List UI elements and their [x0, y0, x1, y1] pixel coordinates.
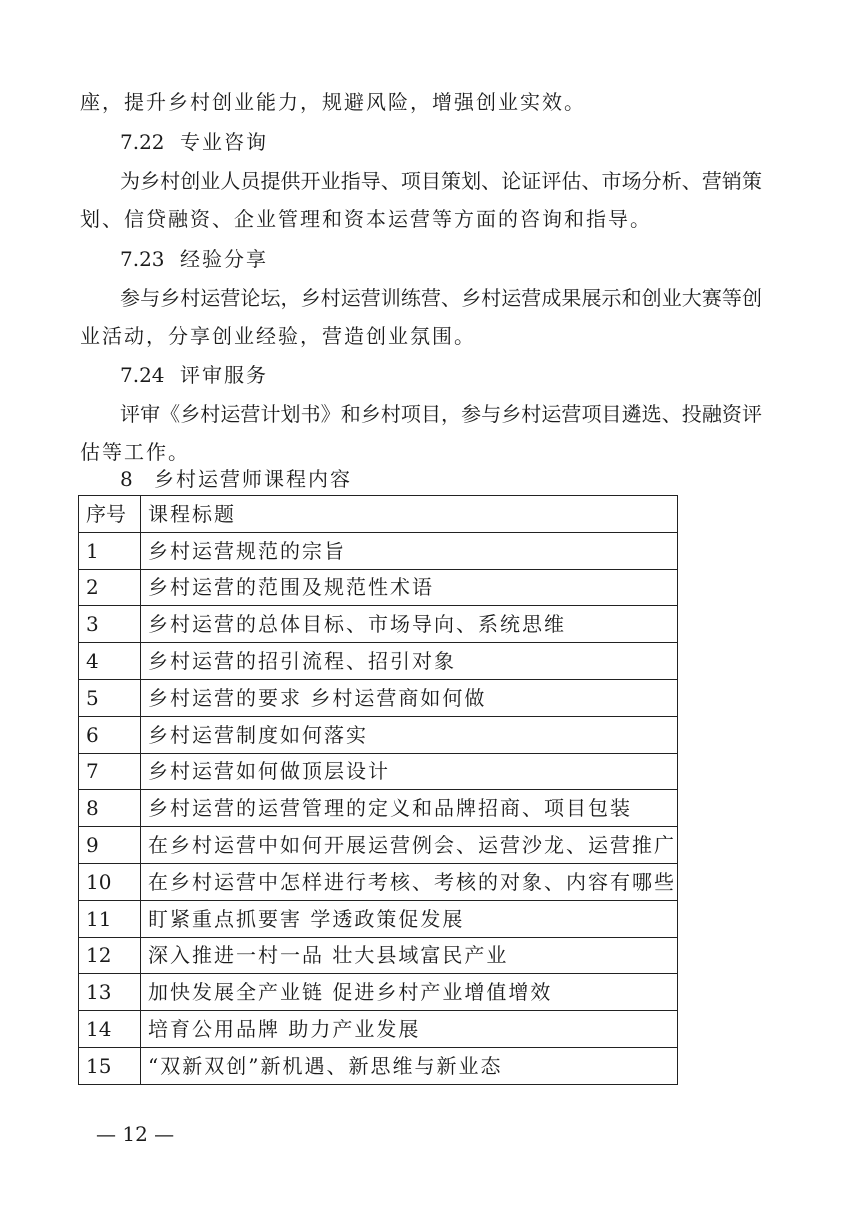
table-row: [79, 863, 678, 900]
row-title: 乡村运营的运营管理的定义和品牌招商、项目包装: [141, 790, 678, 827]
row-title: 乡村运营的要求 乡村运营商如何做: [141, 679, 678, 716]
row-number: 6: [79, 716, 141, 753]
section-heading-7-24: [120, 363, 268, 387]
table-row: [79, 974, 678, 1011]
section-title: 经验分享: [180, 247, 268, 271]
paragraph-line: 座，提升乡村创业能力，规避风险，增强创业实效。: [80, 90, 586, 114]
paragraph-line: 估等工作。: [80, 440, 190, 464]
row-number: 8: [79, 790, 141, 827]
section-number: 7.22: [120, 130, 165, 154]
row-number: 2: [79, 569, 141, 606]
course-table: [78, 495, 678, 1085]
row-title: “双新双创”新机遇、新思维与新业态: [141, 1047, 678, 1084]
row-title: 深入推进一村一品 壮大县域富民产业: [141, 937, 678, 974]
row-title: 乡村运营的总体目标、市场导向、系统思维: [141, 606, 678, 643]
section-heading-7-22: [120, 130, 268, 154]
header-cell-title: 课程标题: [141, 496, 678, 533]
table-row: [79, 679, 678, 716]
row-title: 在乡村运营中如何开展运营例会、运营沙龙、运营推广: [141, 827, 678, 864]
section-heading-7-23: [120, 247, 268, 271]
header-cell-number: 序号: [79, 496, 141, 533]
row-number: 15: [79, 1047, 141, 1084]
section-title: 评审服务: [180, 363, 268, 387]
row-number: 4: [79, 643, 141, 680]
table-row: [79, 900, 678, 937]
row-number: 5: [79, 679, 141, 716]
row-number: 7: [79, 753, 141, 790]
row-title: 盯紧重点抓要害 学透政策促发展: [141, 900, 678, 937]
row-number: 10: [79, 863, 141, 900]
table-header-row: [79, 496, 678, 533]
row-title: 乡村运营规范的宗旨: [141, 532, 678, 569]
paragraph-line: 划、信贷融资、企业管理和资本运营等方面的咨询和指导。: [80, 207, 652, 231]
row-number: 14: [79, 1011, 141, 1048]
row-number: 9: [79, 827, 141, 864]
row-number: 12: [79, 937, 141, 974]
table-row: [79, 790, 678, 827]
row-title: 乡村运营如何做顶层设计: [141, 753, 678, 790]
row-number: 3: [79, 606, 141, 643]
table-row: [79, 753, 678, 790]
paragraph-line: 业活动，分享创业经验，营造创业氛围。: [80, 324, 476, 348]
section-heading-8: [120, 467, 352, 491]
row-title: 加快发展全产业链 促进乡村产业增值增效: [141, 974, 678, 1011]
paragraph-line: 为乡村创业人员提供开业指导、项目策划、论证评估、市场分析、营销策: [120, 169, 762, 193]
row-title: 乡村运营的招引流程、招引对象: [141, 643, 678, 680]
row-title: 乡村运营的范围及规范性术语: [141, 569, 678, 606]
table-row: [79, 827, 678, 864]
paragraph-line: 评审《乡村运营计划书》和乡村项目，参与乡村运营项目遴选、投融资评: [120, 402, 762, 426]
section-number: 7.24: [120, 363, 165, 387]
row-title: 在乡村运营中怎样进行考核、考核的对象、内容有哪些: [141, 863, 678, 900]
row-title: 培育公用品牌 助力产业发展: [141, 1011, 678, 1048]
section-title: 专业咨询: [180, 130, 268, 154]
table-row: [79, 569, 678, 606]
page-number: — 12 —: [96, 1122, 175, 1146]
row-title: 乡村运营制度如何落实: [141, 716, 678, 753]
row-number: 11: [79, 900, 141, 937]
section-number: 8: [120, 467, 133, 491]
row-number: 1: [79, 532, 141, 569]
table-row: [79, 1047, 678, 1084]
section-title: 乡村运营师课程内容: [154, 467, 352, 491]
table-row: [79, 643, 678, 680]
table-row: [79, 1011, 678, 1048]
row-number: 13: [79, 974, 141, 1011]
paragraph-line: 参与乡村运营论坛，乡村运营训练营、乡村运营成果展示和创业大赛等创: [120, 286, 762, 310]
table-row: [79, 716, 678, 753]
table-row: [79, 606, 678, 643]
section-number: 7.23: [120, 247, 165, 271]
table-row: [79, 532, 678, 569]
table-row: [79, 937, 678, 974]
